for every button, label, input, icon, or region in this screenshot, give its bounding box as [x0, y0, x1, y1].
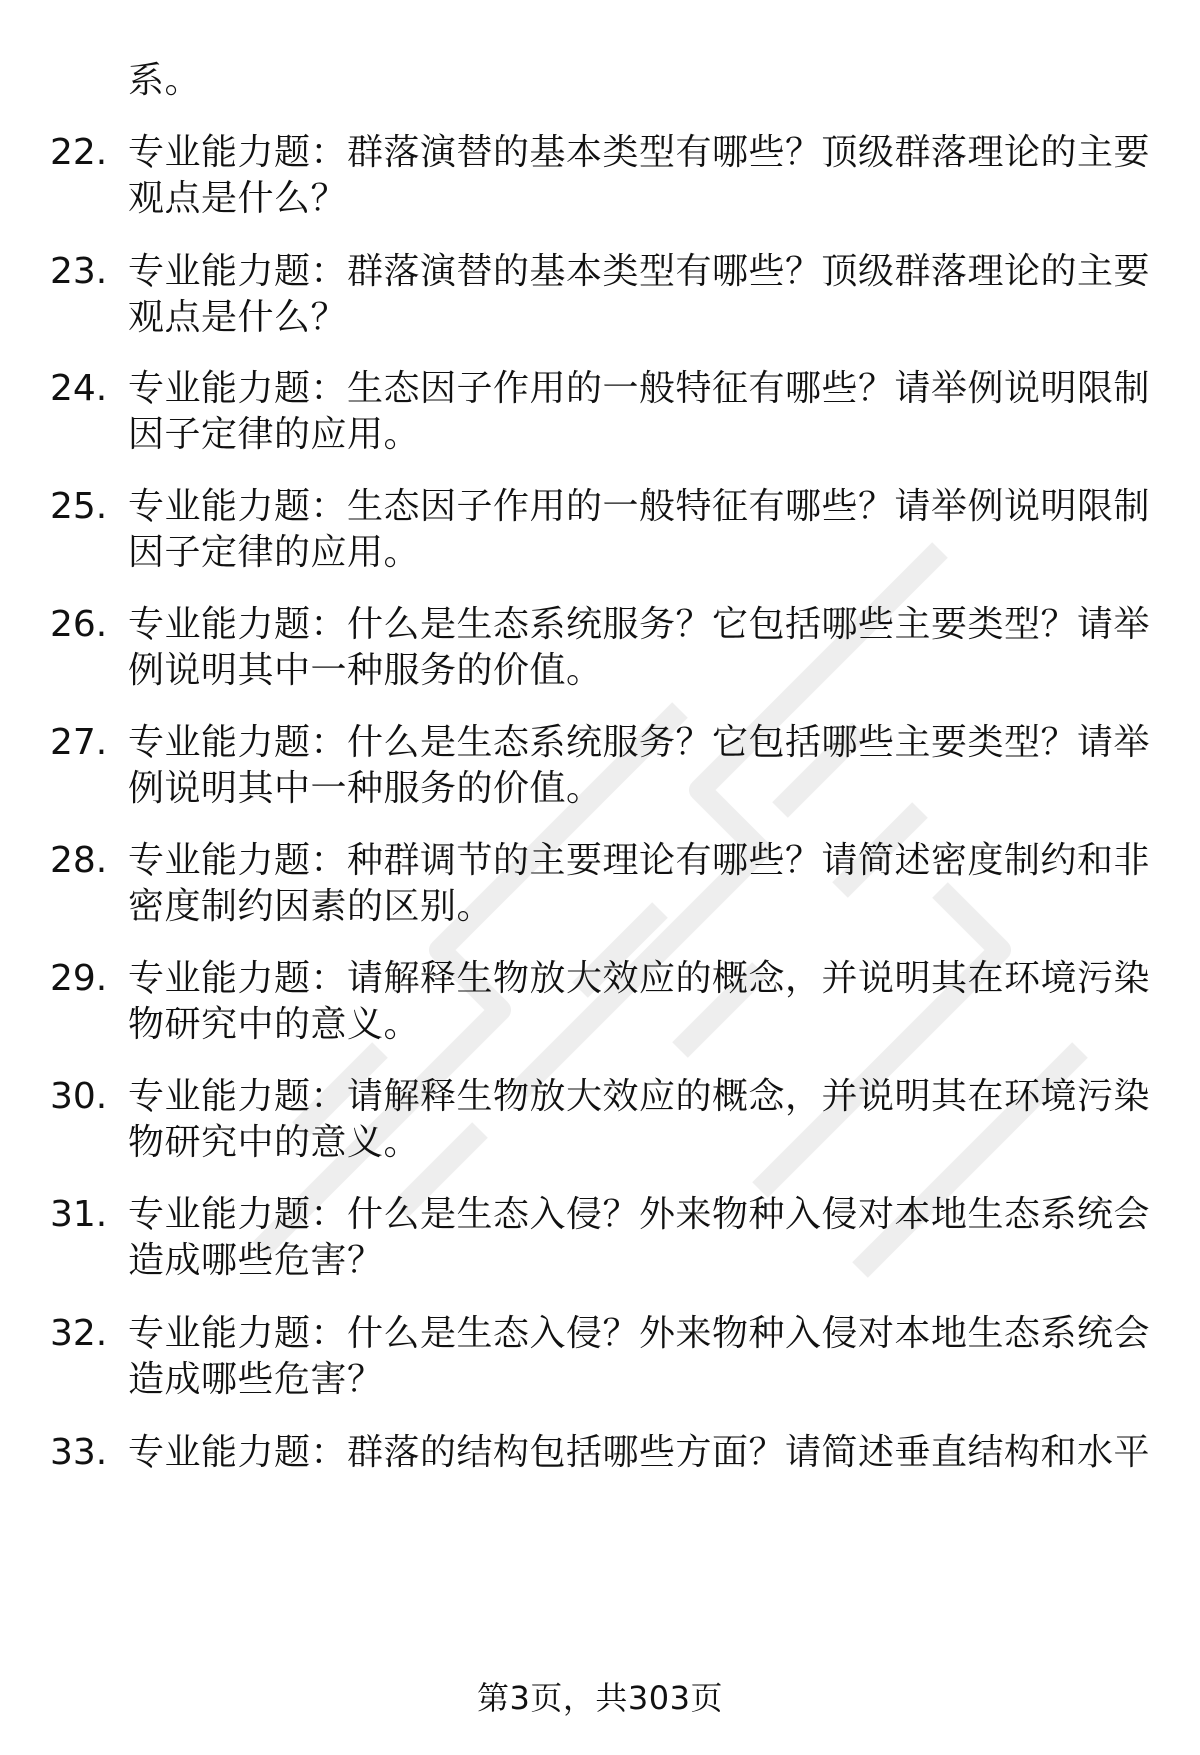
question-text-line1: 专业能力题：群落演替的基本类型有哪些？顶级群落理论的主要 [128, 251, 1151, 292]
continuation-text: 系。 [128, 60, 202, 101]
question-text-line1: 专业能力题：请解释生物放大效应的概念，并说明其在环境污染 [128, 1076, 1151, 1117]
question-number: 23. [50, 251, 108, 292]
question-text-line2: 密度制约因素的区别。 [128, 886, 494, 927]
question-text-line2: 因子定律的应用。 [128, 414, 421, 455]
question-text-line1: 专业能力题：什么是生态系统服务？它包括哪些主要类型？请举 [128, 722, 1151, 763]
question-text-line1: 专业能力题：请解释生物放大效应的概念，并说明其在环境污染 [128, 958, 1151, 999]
question-text-line2: 因子定律的应用。 [128, 532, 421, 573]
question-number: 25. [50, 486, 108, 527]
question-number: 27. [50, 722, 108, 763]
question-number: 26. [50, 604, 108, 645]
question-text-line1: 专业能力题：什么是生态入侵？外来物种入侵对本地生态系统会 [128, 1313, 1151, 1354]
question-text-line1: 专业能力题：群落演替的基本类型有哪些？顶级群落理论的主要 [128, 132, 1151, 173]
question-number: 28. [50, 840, 108, 881]
question-text-line1: 专业能力题：群落的结构包括哪些方面？请简述垂直结构和水平 [128, 1432, 1151, 1473]
question-text-line2: 物研究中的意义。 [128, 1122, 421, 1163]
question-number: 29. [50, 958, 108, 999]
question-text-line2: 例说明其中一种服务的价值。 [128, 768, 603, 809]
question-text-line2: 观点是什么？ [128, 178, 348, 219]
page-number-footer: 第3页，共303页 [477, 1679, 723, 1717]
question-text-line2: 例说明其中一种服务的价值。 [128, 650, 603, 691]
question-text-line2: 造成哪些危害？ [128, 1359, 384, 1400]
question-text-line1: 专业能力题：生态因子作用的一般特征有哪些？请举例说明限制 [128, 486, 1151, 527]
question-number: 31. [50, 1194, 108, 1235]
question-text-line2: 观点是什么？ [128, 297, 348, 338]
question-number: 22. [50, 132, 108, 173]
question-number: 30. [50, 1076, 108, 1117]
question-text-line1: 专业能力题：种群调节的主要理论有哪些？请简述密度制约和非 [128, 840, 1151, 881]
question-number: 32. [50, 1313, 108, 1354]
question-text-line1: 专业能力题：生态因子作用的一般特征有哪些？请举例说明限制 [128, 368, 1151, 409]
question-text-line2: 物研究中的意义。 [128, 1004, 421, 1045]
question-number: 24. [50, 368, 108, 409]
question-number: 33. [50, 1432, 108, 1473]
question-text-line2: 造成哪些危害？ [128, 1240, 384, 1281]
question-text-line1: 专业能力题：什么是生态入侵？外来物种入侵对本地生态系统会 [128, 1194, 1151, 1235]
question-text-line1: 专业能力题：什么是生态系统服务？它包括哪些主要类型？请举 [128, 604, 1151, 645]
